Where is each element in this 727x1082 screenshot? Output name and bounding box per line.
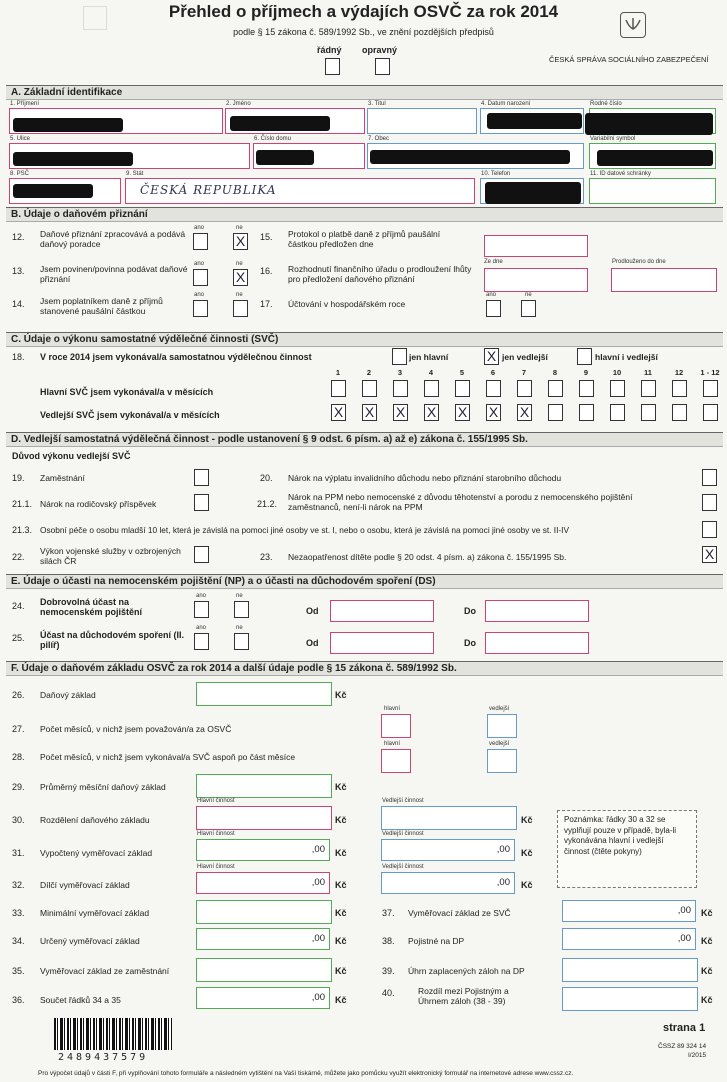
month-number: 12 — [674, 368, 684, 377]
row-15-label: Protokol o platbě daně z příjmů paušální částkou předložen dne — [288, 229, 441, 249]
row-31-vedlejsi-field[interactable]: ,00 — [381, 839, 515, 861]
section-c-header: C. Údaje o výkonu samostatné výdělečné činnosti (SVČ) — [6, 332, 723, 347]
row-36-field[interactable]: ,00 — [196, 987, 330, 1009]
row-number: 28. — [12, 752, 25, 762]
row-30-label: Rozdělení daňového základu — [40, 815, 150, 825]
row-24-ne-checkbox[interactable] — [234, 601, 249, 618]
month-number: 6 — [490, 368, 496, 377]
row-13-label: Jsem povinen/povinna podávat daňové přiznání — [40, 264, 188, 284]
redaction — [13, 184, 93, 198]
row-21-1-label: Nárok na rodičovský příspěvek — [40, 499, 157, 509]
label-datum: 4. Datum narození — [481, 101, 531, 107]
ne-label: ne — [236, 292, 243, 298]
vedlejsi-month-checkbox[interactable]: X — [455, 404, 470, 421]
row-12-label: Daňové přiznání zpracovává a podává daňový poradce — [40, 229, 186, 249]
barcode — [54, 1018, 172, 1050]
ano-label: ano — [196, 593, 207, 599]
duvod-label: Důvod výkonu vedlejší SVČ — [12, 451, 131, 461]
ne-label: ne — [525, 292, 532, 298]
vedlejsi-month-checkbox[interactable] — [579, 404, 594, 421]
redaction — [13, 118, 123, 132]
row-number: 26. — [12, 690, 25, 700]
row-number: 18. — [12, 352, 25, 362]
row-27-label: Počet měsíců, v nichž jsem považován/a za OSVČ — [40, 724, 232, 734]
hlavni-i-vedlejsi-checkbox[interactable] — [577, 348, 592, 365]
row-number: 17. — [260, 299, 273, 309]
redaction — [230, 116, 330, 131]
kc-label: Kč — [701, 936, 713, 946]
row-15-date-field[interactable] — [484, 235, 588, 257]
jen-vedlejsi-label: jen vedlejší — [502, 352, 548, 362]
datova-schranka-field[interactable] — [589, 178, 716, 204]
row-31-hlavni-field[interactable]: ,00 — [196, 839, 330, 861]
row-number: 24. — [12, 601, 25, 611]
redaction — [487, 113, 582, 129]
vedlejsi-month-checkbox[interactable] — [672, 404, 687, 421]
row-25-label: Účast na důchodovém spoření (II. pilíř) — [40, 630, 185, 650]
row-33-field[interactable] — [196, 900, 332, 924]
row-14-label: Jsem poplatníkem daně z příjmů stanovené paušální částkou — [40, 296, 163, 316]
vedlejsi-month-checkbox[interactable]: X — [517, 404, 532, 421]
cssz-logo-icon — [620, 12, 646, 38]
hlavni-cinnost-label: Hlavní činnost — [197, 831, 235, 837]
row-16-label: Rozhodnutí finančního úřadu o prodloužení lhůty pro předložení daňového přiznání — [288, 264, 472, 284]
hlavni-month-checkbox[interactable] — [703, 380, 718, 397]
month-number: 8 — [552, 368, 558, 377]
label-obec: 7. Obec — [368, 136, 390, 142]
vedlejsi-cinnost-label: Vedlejší činnost — [382, 864, 424, 870]
vedlejsi-month-checkbox[interactable] — [703, 404, 718, 421]
label-jmeno: 2. Jméno — [226, 101, 251, 107]
vedlejsi-month-checkbox[interactable]: X — [486, 404, 501, 421]
section-f-header: F. Údaje o daňovém základu OSVČ za rok 2014 a další údaje podle § 15 zákona č. 589/1992 Sb. — [6, 661, 723, 676]
row-30-hlavni-field[interactable] — [196, 806, 332, 830]
label-vs: Variabilní symbol — [590, 136, 636, 142]
hlavni-month-checkbox[interactable] — [672, 380, 687, 397]
row-number: 37. — [382, 908, 395, 918]
row-17-label: Účtování v hospodářském roce — [288, 299, 406, 309]
row-25-ano-checkbox[interactable] — [194, 633, 209, 650]
row-39-field[interactable] — [562, 958, 698, 982]
stat-field[interactable] — [125, 178, 475, 204]
redaction — [485, 182, 581, 204]
row-18-label: V roce 2014 jsem vykonával/a samostatnou výdělečnou činnost — [40, 352, 312, 362]
month-number: 1 — [335, 368, 341, 377]
note-text: Poznámka: řádky 30 a 32 se vyplňují pouze v případě, byla-li vykonávána hlavní i vedlejší činnost (čtěte pokyny) — [564, 815, 677, 856]
row-17-ano-checkbox[interactable] — [486, 300, 501, 317]
row-number: 40. — [382, 988, 395, 998]
ne-label: ne — [236, 625, 243, 631]
row-32-vedlejsi-field[interactable]: ,00 — [381, 872, 515, 894]
vedlejsi-month-checkbox[interactable] — [548, 404, 563, 421]
kc-label: Kč — [521, 815, 533, 825]
opravny-label: opravný — [362, 45, 398, 55]
row-25-do-field[interactable] — [485, 632, 589, 654]
row-35-label: Vyměřovací základ ze zaměstnání — [40, 966, 170, 976]
vedlejsi-cinnost-label: Vedlejší činnost — [382, 831, 424, 837]
hlavni-month-checkbox[interactable] — [486, 380, 501, 397]
stat-value: ČESKÁ REPUBLIKA — [140, 183, 277, 197]
row-38-field[interactable]: ,00 — [562, 928, 696, 950]
row-number: 14. — [12, 299, 25, 309]
row-25-od-field[interactable] — [330, 632, 434, 654]
row-number: 21.2. — [257, 499, 278, 509]
row-23-checkbox[interactable]: X — [702, 546, 717, 563]
row-40-label: Rozdíl mezi Pojistným a Úhrnem záloh (38 - 39) — [418, 986, 509, 1006]
hlavni-cinnost-label: Hlavní činnost — [197, 798, 235, 804]
label-ulice: 5. Ulice — [10, 136, 31, 142]
vedlejsi-month-checkbox[interactable] — [641, 404, 656, 421]
row-number: 20. — [260, 473, 273, 483]
vedlejsi-svc-label: Vedlejší SVČ jsem vykonával/a v měsících — [40, 410, 220, 420]
row-number: 32. — [12, 880, 25, 890]
row-31-label: Vypočtený vyměřovací základ — [40, 848, 153, 858]
label-cislo-domu: 6. Číslo domu — [254, 136, 292, 142]
row-21-2-checkbox[interactable] — [702, 494, 717, 511]
row-number: 12. — [12, 232, 25, 242]
row-29-label: Průměrný měsíční daňový základ — [40, 782, 166, 792]
hlavni-month-checkbox[interactable] — [362, 380, 377, 397]
row-12-ne-checkbox[interactable]: X — [233, 233, 248, 250]
row-13-ano-checkbox[interactable] — [193, 269, 208, 286]
kc-label: Kč — [335, 936, 347, 946]
vedlejsi-label: vedlejší — [489, 706, 510, 712]
form-subtitle: podle § 15 zákona č. 589/1992 Sb., ve znění pozdějších předpisů — [233, 27, 494, 37]
row-28-label: Počet měsíců, v nichž jsem vykonával/a SVČ aspoň po část měsíce — [40, 752, 296, 762]
kc-label: Kč — [701, 966, 713, 976]
row-37-label: Vyměřovací základ ze SVČ — [408, 908, 511, 918]
month-number: 9 — [583, 368, 589, 377]
row-28-vedlejsi-field[interactable] — [487, 749, 517, 773]
hlavni-i-vedlejsi-label: hlavní i vedlejší — [595, 352, 658, 362]
month-number: 4 — [428, 368, 434, 377]
hlavni-month-checkbox[interactable] — [517, 380, 532, 397]
vedlejsi-month-checkbox[interactable] — [610, 404, 625, 421]
radny-checkbox[interactable] — [325, 58, 340, 75]
row-13-ne-checkbox[interactable]: X — [233, 269, 248, 286]
hlavni-svc-label: Hlavní SVČ jsem vykonával/a v měsících — [40, 387, 214, 397]
label-stat: 9. Stát — [126, 171, 144, 177]
do-label: Do — [464, 606, 476, 616]
row-12-ano-checkbox[interactable] — [193, 233, 208, 250]
row-number: 36. — [12, 995, 25, 1005]
form-title: Přehled o příjmech a výdajích OSVČ za rok 2014 — [168, 2, 559, 21]
barcode-number: 2489437579 — [58, 1052, 149, 1063]
kc-label: Kč — [521, 880, 533, 890]
kc-label: Kč — [335, 880, 347, 890]
hlavni-cinnost-label: Hlavní činnost — [197, 864, 235, 870]
ano-label: ano — [194, 261, 205, 267]
row-number: 39. — [382, 966, 395, 976]
month-number: 11 — [644, 368, 652, 377]
hlavni-month-checkbox[interactable] — [331, 380, 346, 397]
row-21-3-checkbox[interactable] — [702, 521, 717, 538]
row-24-label: Dobrovolná účast na nemocenském pojištění — [40, 597, 143, 617]
ne-label: ne — [236, 261, 243, 267]
row-19-checkbox[interactable] — [194, 469, 209, 486]
page-number: strana 1 — [663, 1022, 706, 1034]
form-code: ČSSZ 89 324 14 — [658, 1043, 707, 1050]
row-34-field[interactable]: ,00 — [196, 928, 330, 950]
redaction — [585, 113, 713, 135]
row-36-label: Součet řádků 34 a 35 — [40, 995, 121, 1005]
vedlejsi-month-checkbox[interactable]: X — [424, 404, 439, 421]
opravny-checkbox[interactable] — [375, 58, 390, 75]
row-number: 15. — [260, 232, 273, 242]
ano-label: ano — [486, 292, 497, 298]
kc-label: Kč — [701, 995, 713, 1005]
row-20-label: Nárok na výplatu invalidního důchodu nebo přiznání starobního důchodu — [288, 473, 562, 483]
month-number: 3 — [397, 368, 403, 377]
radny-label: řádný — [317, 45, 342, 55]
prodlouzeno-label: Prodlouženo do dne — [612, 259, 666, 265]
row-26-field[interactable] — [196, 682, 332, 706]
kc-label: Kč — [521, 848, 533, 858]
row-number: 23. — [260, 552, 273, 562]
row-16-ze-dne-field[interactable] — [484, 268, 588, 292]
vedlejsi-month-checkbox[interactable]: X — [362, 404, 377, 421]
label-prijmeni: 1. Příjmení — [10, 101, 40, 107]
hlavni-month-checkbox[interactable] — [641, 380, 656, 397]
kc-label: Kč — [701, 908, 713, 918]
kc-label: Kč — [335, 815, 347, 825]
row-22-checkbox[interactable] — [194, 546, 209, 563]
row-37-field[interactable]: ,00 — [562, 900, 696, 922]
bottom-note: Pro výpočet údajů v části F, při vyplňování tohoto formuláře a následném vytištění na Vaší tiskárně, můžete jako pomůcku využít elektronický formulář na internetové adrese www.cssz.cz. — [38, 1070, 574, 1077]
kc-label: Kč — [335, 995, 347, 1005]
row-number: 35. — [12, 966, 25, 976]
row-39-label: Úhrn zaplacených záloh na DP — [408, 966, 525, 976]
label-telefon: 10. Telefon — [481, 171, 511, 177]
vedlejsi-month-checkbox[interactable]: X — [393, 404, 408, 421]
hlavni-label: hlavní — [384, 741, 401, 747]
agency-name: ČESKÁ SPRÁVA SOCIÁLNÍHO ZABEZPEČENÍ — [549, 55, 709, 64]
hlavni-month-checkbox[interactable] — [579, 380, 594, 397]
hlavni-month-checkbox[interactable] — [610, 380, 625, 397]
row-34-label: Určený vyměřovací základ — [40, 936, 140, 946]
row-20-checkbox[interactable] — [702, 469, 717, 486]
form-version: I/2015 — [688, 1052, 707, 1059]
row-27-vedlejsi-field[interactable] — [487, 714, 517, 738]
row-number: 25. — [12, 633, 25, 643]
row-24-ano-checkbox[interactable] — [194, 601, 209, 618]
hlavni-month-checkbox[interactable] — [424, 380, 439, 397]
row-35-field[interactable] — [196, 958, 332, 982]
row-number: 21.1. — [12, 499, 33, 509]
od-label: Od — [306, 606, 319, 616]
hlavni-label: hlavní — [384, 706, 401, 712]
row-21-2-label: Nárok na PPM nebo nemocenské z důvodu těhotenství a porodu z nemocenského pojištění zaměstnanců, není-li nárok na PPM — [288, 492, 633, 512]
kc-label: Kč — [335, 690, 347, 700]
month-number: 1 - 12 — [700, 368, 720, 377]
hlavni-month-checkbox[interactable] — [393, 380, 408, 397]
row-number: 31. — [12, 848, 25, 858]
row-17-ne-checkbox[interactable] — [521, 300, 536, 317]
month-number: 7 — [521, 368, 527, 377]
hlavni-month-checkbox[interactable] — [455, 380, 470, 397]
row-33-label: Minimální vyměřovací základ — [40, 908, 150, 918]
section-a-header: A. Základní identifikace — [6, 85, 723, 100]
label-rodne-cislo: Rodné číslo — [590, 101, 622, 107]
row-19-label: Zaměstnání — [40, 473, 85, 483]
row-16-prodlouzeno-field[interactable] — [611, 268, 717, 292]
kc-label: Kč — [335, 908, 347, 918]
row-number: 38. — [382, 936, 395, 946]
titul-field[interactable] — [367, 108, 477, 134]
row-number: 33. — [12, 908, 25, 918]
row-number: 16. — [260, 266, 273, 276]
jen-vedlejsi-checkbox[interactable]: X — [484, 348, 499, 365]
section-d-header: D. Vedlejší samostatná výdělečná činnost - podle ustanovení § 9 odst. 6 písm. a) až e) zákona č. 155/1995 Sb. — [6, 432, 723, 447]
month-number: 5 — [459, 368, 465, 377]
row-number: 19. — [12, 473, 25, 483]
vedlejsi-month-checkbox[interactable]: X — [331, 404, 346, 421]
row-24-do-field[interactable] — [485, 600, 589, 622]
row-number: 21.3. — [12, 525, 33, 535]
row-29-field[interactable] — [196, 774, 332, 798]
jen-hlavni-label: jen hlavní — [409, 352, 449, 362]
label-datova-schranka: 11. ID datové schránky — [590, 171, 651, 177]
row-number: 13. — [12, 266, 25, 276]
label-psc: 8. PSČ — [10, 171, 30, 177]
row-38-label: Pojistné na DP — [408, 936, 465, 946]
hlavni-month-checkbox[interactable] — [548, 380, 563, 397]
section-e-header: E. Údaje o účasti na nemocenském pojištění (NP) a o účasti na důchodovém spoření (DS) — [6, 574, 723, 589]
row-32-label: Dílčí vyměřovací základ — [40, 880, 130, 890]
row-30-vedlejsi-field[interactable] — [381, 806, 517, 830]
vedlejsi-label: vedlejší — [489, 741, 510, 747]
ne-label: ne — [236, 225, 243, 231]
row-24-od-field[interactable] — [330, 600, 434, 622]
row-27-hlavni-field[interactable] — [381, 714, 411, 738]
row-32-hlavni-field[interactable]: ,00 — [196, 872, 330, 894]
redaction — [256, 150, 314, 165]
row-number: 27. — [12, 724, 25, 734]
row-40-field[interactable] — [562, 987, 698, 1011]
row-26-label: Daňový základ — [40, 690, 96, 700]
note-box — [557, 810, 697, 888]
ze-dne-label: Ze dne — [484, 259, 503, 265]
month-number: 2 — [366, 368, 372, 377]
jen-hlavni-checkbox[interactable] — [392, 348, 407, 365]
row-14-ano-checkbox[interactable] — [193, 300, 208, 317]
month-number: 10 — [612, 368, 622, 377]
kc-label: Kč — [335, 848, 347, 858]
redaction — [13, 152, 133, 166]
row-number: 30. — [12, 815, 25, 825]
row-21-1-checkbox[interactable] — [194, 494, 209, 511]
row-number: 29. — [12, 782, 25, 792]
ano-label: ano — [194, 225, 205, 231]
od-label: Od — [306, 638, 319, 648]
redaction — [597, 150, 713, 166]
section-b-header: B. Údaje o daňovém přiznání — [6, 207, 723, 222]
redaction — [370, 150, 570, 164]
label-titul: 3. Titul — [368, 101, 386, 107]
vedlejsi-cinnost-label: Vedlejší činnost — [382, 798, 424, 804]
row-21-3-label: Osobní péče o osobu mladší 10 let, která je závislá na pomoci jiné osoby ve st. I, nebo o osobu, která je závislá na pomoci jiné osoby ve st. II-IV — [40, 525, 569, 535]
row-23-label: Nezaopatřenost dítěte podle § 20 odst. 4 písm. a) zákona č. 155/1995 Sb. — [288, 552, 567, 562]
do-label: Do — [464, 638, 476, 648]
row-25-ne-checkbox[interactable] — [234, 633, 249, 650]
ano-label: ano — [196, 625, 207, 631]
kc-label: Kč — [335, 782, 347, 792]
row-14-ne-checkbox[interactable] — [233, 300, 248, 317]
row-number: 22. — [12, 552, 25, 562]
kc-label: Kč — [335, 966, 347, 976]
ano-label: ano — [194, 292, 205, 298]
row-22-label: Výkon vojenské služby v ozbrojených silách ČR — [40, 546, 181, 566]
row-number: 34. — [12, 936, 25, 946]
row-28-hlavni-field[interactable] — [381, 749, 411, 773]
ne-label: ne — [236, 593, 243, 599]
